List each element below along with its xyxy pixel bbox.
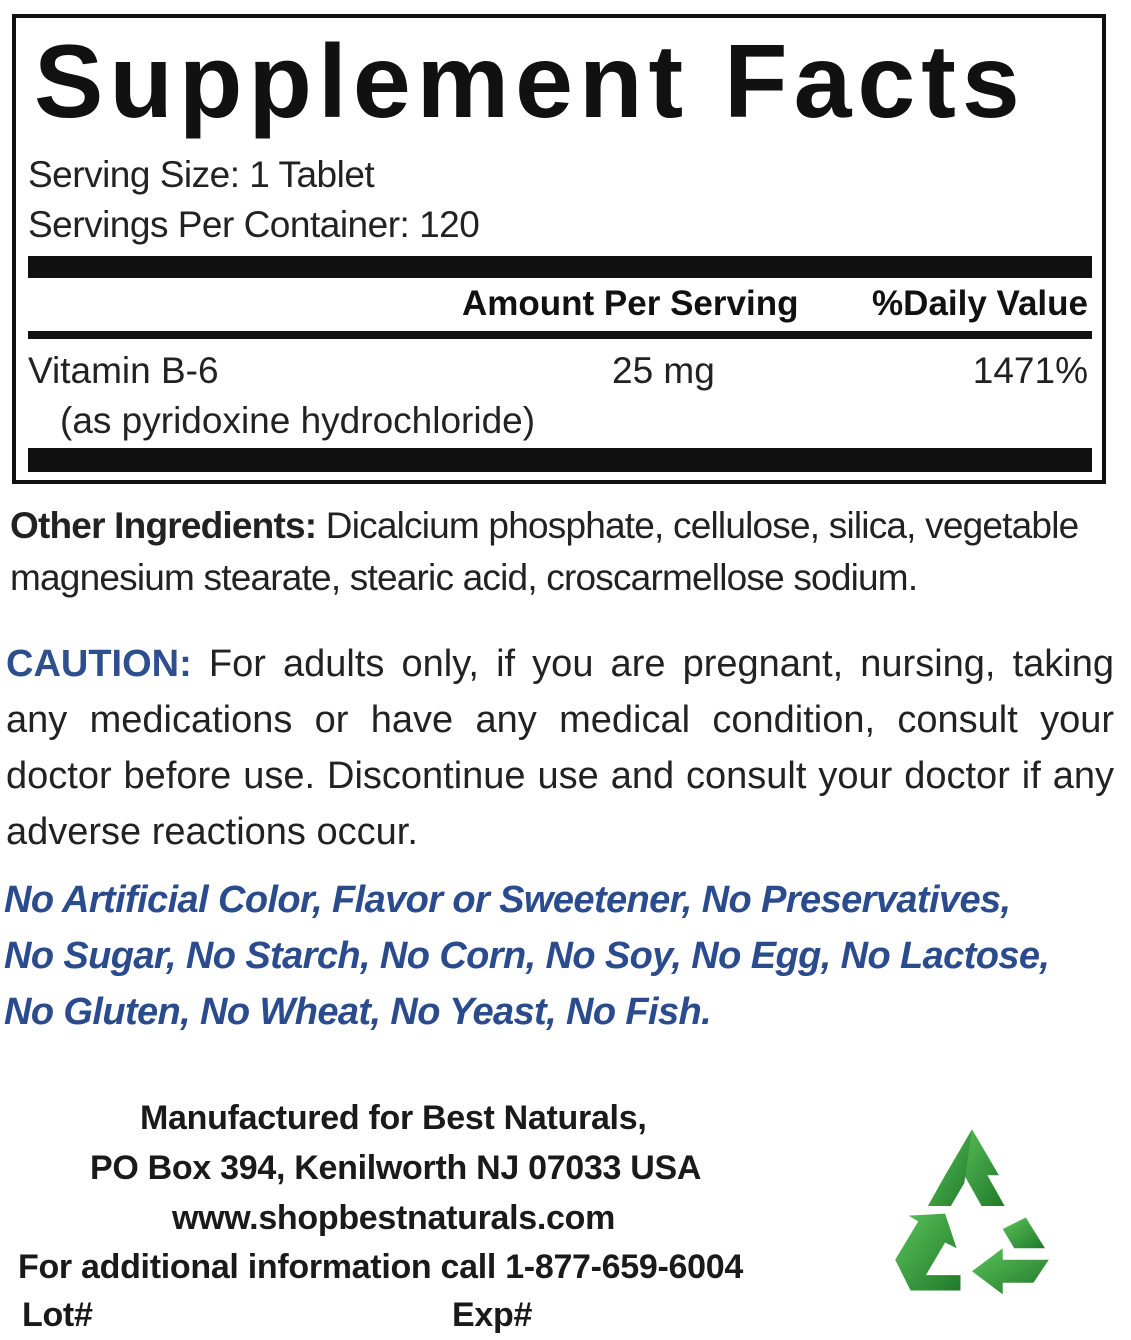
thick-divider-bottom [28,448,1092,472]
free-from-claims [4,872,1124,1040]
free-from-line: No Sugar, No Starch, No Corn, No Soy, No Egg, No Lactose, [4,935,1050,977]
amount-per-serving-header: Amount Per Serving [462,284,799,323]
manufacturer-name: Manufactured for Best Naturals, [140,1099,647,1137]
header-divider [28,331,1092,339]
lot-number-label: Lot# [22,1296,93,1334]
supplement-facts-panel [12,14,1106,484]
caution-statement [6,636,1114,860]
nutrient-amount: 25 mg [612,350,715,391]
caution-label: CAUTION: [6,643,192,685]
other-ingredients-label: Other Ingredients: [10,505,317,546]
nutrient-name: Vitamin B-6 [28,350,219,391]
manufacturer-website: www.shopbestnaturals.com [172,1199,616,1237]
nutrient-source: (as pyridoxine hydrochloride) [60,400,536,441]
free-from-line: No Artificial Color, Flavor or Sweetener, No Preservatives, [4,879,1011,921]
servings-per-container: Servings Per Container: 120 [28,204,480,245]
caution-text: For adults only, if you are pregnant, nursing, taking any medications or have any medical condition, consult your doctor before use. Discontinue use and consult your doctor if any adverse reactions occur. [6,643,1114,853]
recycle-icon [876,1110,1068,1302]
serving-size: Serving Size: 1 Tablet [28,154,375,195]
thick-divider-top [28,256,1092,278]
other-ingredients-text: Dicalcium phosphate, cellulose, silica, vegetable magnesium stearate, stearic acid, croscarmellose sodium. [10,505,1079,598]
other-ingredients [10,500,1120,604]
supplement-facts-title: Supplement Facts [34,24,1026,140]
manufacturer-address: PO Box 394, Kenilworth NJ 07033 USA [90,1149,702,1187]
expiration-label: Exp# [452,1296,533,1334]
manufacturer-phone: For additional information call 1-877-659-6004 [18,1248,743,1286]
free-from-line: No Gluten, No Wheat, No Yeast, No Fish. [4,991,712,1033]
daily-value-header: %Daily Value [872,284,1088,323]
nutrient-daily-value: 1471% [972,350,1088,391]
